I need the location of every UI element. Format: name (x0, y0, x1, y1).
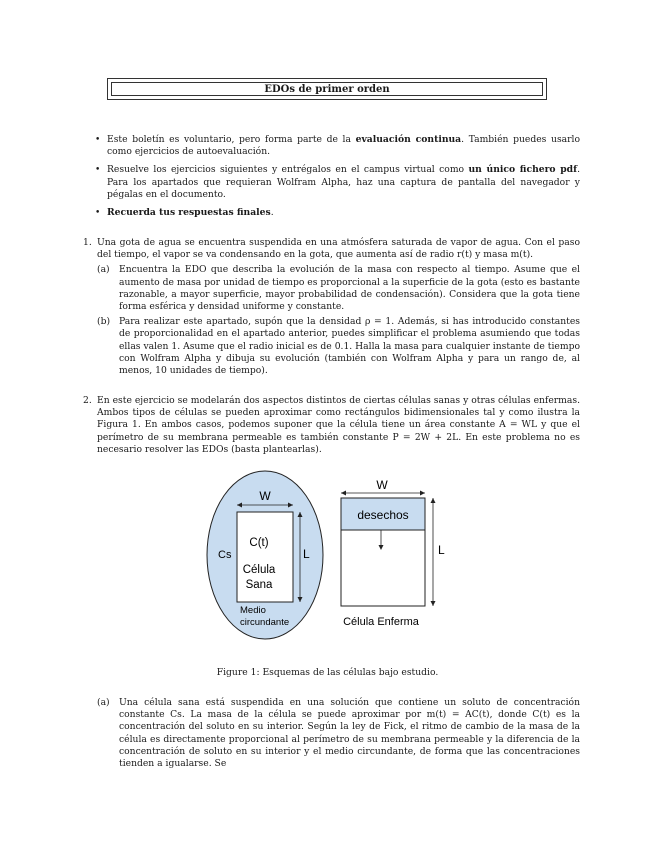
subquestion-a (97, 697, 580, 770)
sick-width-label: W (376, 478, 388, 492)
subquestion-a (97, 264, 580, 313)
bullet-list (95, 134, 580, 225)
subquestion-b (97, 316, 580, 377)
question-number: 1. (83, 237, 92, 248)
figure-caption: Figure 1: Esquemas de las células bajo estudio. (216, 667, 439, 678)
subquestion-label: (b) (97, 316, 111, 328)
cell-label-2: Sana (245, 579, 273, 591)
bullet-dot-icon: • (95, 165, 101, 176)
sick-length-label: L (438, 543, 445, 557)
question-1 (83, 237, 580, 377)
arrow-head-icon (420, 491, 425, 496)
subquestion-label: (a) (97, 697, 110, 708)
bullet-item (95, 207, 580, 219)
arrow-head-icon (431, 601, 436, 606)
question-number: 2. (83, 395, 92, 406)
bullet-text: . Para los apartados que requieran Wolfram Alpha, haz una captura de pantalla del navegador y pégalas en el documento. (107, 164, 580, 200)
bullet-text: Resuelve los ejercicios siguientes y entrégalos en el campus virtual como (107, 164, 469, 176)
healthy-width-label: W (259, 489, 271, 503)
concentration-label: C(t) (249, 537, 269, 549)
healthy-length-label: L (303, 547, 310, 561)
bullet-bold: evaluación continua (355, 134, 462, 145)
subquestion-text: Para realizar este apartado, supón que la densidad ρ = 1. Además, si has introducido constantes de proporcionalidad en el apartado anterior, puedes simplificar el problema asumiendo que todas ellas valen 1. Asume que el radio inicial es de 0.1. Halla la masa para cualquier instante de tiempo con Wolfram Alpha y dibuja su evolución (también con Wolfram Alpha y para un rango de, al menos, 10 unidades de tiempo). (119, 316, 580, 377)
question-intro: En este ejercicio se modelarán dos aspectos distintos de ciertas células sanas y otras células enfermas. Ambos tipos de células se pueden aproximar como rectángulos bidimensionales tal y como ilustra la Figura 1. En ambos casos, podemos suponer que la célula tiene un área constante A = WL y que el perímetro de su membrana permeable es también constante P = 2W + 2L. En este problema no es necesario resolver las EDOs (basta plantearlas). (97, 395, 580, 455)
subquestion-text: Encuentra la EDO que describa la evolución de la masa con respecto al tiempo. Asume que el aumento de masa por unidad de tiempo es proporcional a la superficie de la gota (esto es bastante razonable, a mayor superficie, mayor probabilidad de condensación). Considera que la gota tiene forma esférica y densidad uniforme y constante. (119, 264, 580, 313)
bullet-dot-icon: • (95, 135, 101, 145)
question-intro: Una gota de agua se encuentra suspendida en una atmósfera saturada de vapor de agua. Con el paso del tiempo, el vapor se va condensando en la gota, que aumenta así de radio r(t) y masa m(t). (97, 237, 580, 261)
bullet-dot-icon: • (95, 208, 101, 219)
bullet-item (95, 164, 580, 201)
medium-label-2: circundante (240, 617, 290, 628)
title-box (107, 78, 547, 100)
bullet-text: . También puedes usarlo como ejercicios de autoevaluación. (107, 134, 580, 158)
waste-label: desechos (357, 508, 409, 522)
cell-label-1: Célula (242, 564, 276, 576)
question-2-part-a (83, 697, 580, 770)
bullet-bold: un único fichero pdf (468, 164, 578, 176)
subquestion-label: (a) (97, 264, 110, 276)
cs-label: Cs (218, 549, 232, 561)
bullet-text: . (270, 207, 274, 219)
arrow-head-icon (341, 491, 346, 496)
medium-label-1: Medio (240, 605, 266, 616)
subquestion-text: Una célula sana está suspendida en una solución que contiene un soluto de concentración constante Cs. La masa de la célula se puede aproximar por m(t) = AC(t), donde C(t) es la concentración del soluto en su interior. Según la ley de Fick, el ritmo de cambio de la masa de la célula es directamente proporcional al perímetro de su membrana permeable y la diferencia de la concentración de soluto en su interior y el medio circundante, de forma que las concentraciones tienden a igualarse. Se (119, 697, 580, 770)
page-title: EDOs de primer orden (111, 82, 543, 96)
bullet-item (95, 134, 580, 158)
bullet-bold: Recuerda tus respuestas finales (107, 207, 271, 219)
cell-figure (205, 470, 445, 645)
arrow-head-icon (431, 498, 436, 503)
bullet-text: Este boletín es voluntario, pero forma parte de la (107, 134, 356, 145)
sick-cell-label: Célula Enferma (343, 616, 419, 628)
question-2 (83, 395, 580, 456)
